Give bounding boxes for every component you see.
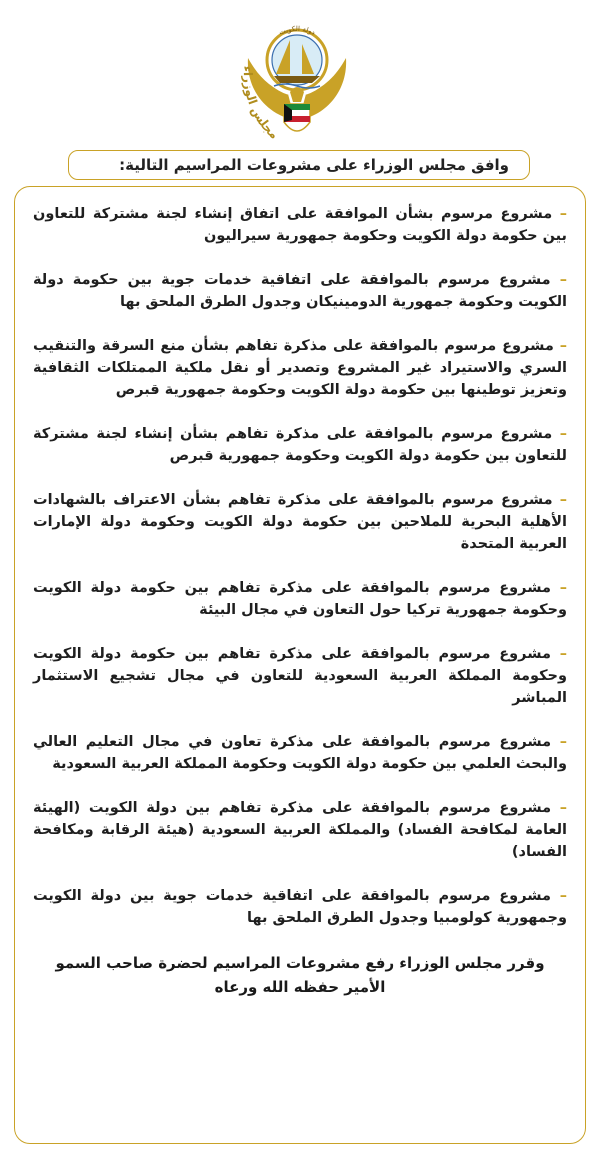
bullet-dash: – (559, 426, 567, 442)
decree-text: مشروع مرسوم بالموافقة على مذكرة تفاهم بشأن منع السرقة والتنقيب السري والاستيراد غير المشروع وتصدير أو نقل ملكية الممتلكات الثقافية وتعزيز توطينها بين حكومة دولة الكويت وحكومة جمهورية قبرص (33, 338, 567, 398)
decree-text: مشروع مرسوم بالموافقة على مذكرة تفاهم بشأن الاعتراف بالشهادات الأهلية البحرية للملاحين بين حكومة دولة الكويت وحكومة دولة الإمارات العربية المتحدة (33, 492, 567, 552)
decree-item (33, 885, 567, 929)
emblem-arc-text: دولة الكويت (277, 24, 317, 37)
bullet-dash: – (559, 580, 567, 596)
closing-line-2: الأمير حفظه الله ورعاه (214, 978, 386, 996)
bullet-dash: – (559, 800, 567, 816)
decree-item (33, 203, 567, 247)
bullet-dash: – (559, 272, 567, 288)
decree-item (33, 731, 567, 775)
bullet-dash: – (559, 888, 567, 904)
decree-text: مشروع مرسوم بالموافقة على مذكرة تفاهم بين دولة الكويت (الهيئة العامة لمكافحة الفساد) والمملكة العربية السعودية (هيئة الرقابة ومكافحة الفساد) (33, 800, 567, 860)
header-box (68, 150, 530, 180)
decree-text: مشروع مرسوم بالموافقة على اتفاقية خدمات جوية بين حكومة دولة الكويت وحكومة جمهورية الدومينيكان وجدول الطرق الملحق بها (33, 272, 567, 310)
kuwait-flag-shield-icon (284, 104, 310, 131)
decree-text: مشروع مرسوم بالموافقة على مذكرة تفاهم بين حكومة دولة الكويت وحكومة المملكة العربية السعودية للتعاون في مجال تشجيع الاستثمار المباشر (33, 646, 567, 706)
decree-item (33, 577, 567, 621)
bullet-dash: – (559, 206, 567, 222)
decree-list (33, 203, 567, 929)
decree-text: مشروع مرسوم بالموافقة على مذكرة تفاهم بشأن إنشاء لجنة مشتركة للتعاون بين حكومة دولة الكويت وحكومة جمهورية قبرص (33, 426, 567, 464)
decree-item (33, 489, 567, 555)
decree-item (33, 423, 567, 467)
decree-text: مشروع مرسوم بالموافقة على اتفاقية خدمات جوية بين دولة الكويت وجمهورية كولومبيا وجدول الطرق الملحق بها (33, 888, 567, 926)
closing-statement (33, 951, 567, 999)
decrees-box (14, 186, 586, 1144)
header-title: وافق مجلس الوزراء على مشروعات المراسيم التالية: (119, 156, 509, 174)
decree-item (33, 643, 567, 709)
decree-text: مشروع مرسوم بالموافقة على مذكرة تفاهم بين حكومة دولة الكويت وحكومة جمهورية تركيا حول التعاون في مجال البيئة (33, 580, 567, 618)
bullet-dash: – (559, 338, 567, 354)
decree-item (33, 269, 567, 313)
bullet-dash: – (559, 734, 567, 750)
bullet-dash: – (559, 492, 567, 508)
decree-item (33, 797, 567, 863)
bullet-dash: – (559, 646, 567, 662)
emblem-side-text: مجلس الوزراء (240, 65, 282, 142)
decree-text: مشروع مرسوم بالموافقة على مذكرة تعاون في مجال التعليم العالي والبحث العلمي بين حكومة دولة الكويت وحكومة المملكة العربية السعودية (33, 734, 567, 772)
decree-text: مشروع مرسوم بشأن الموافقة على اتفاق إنشاء لجنة مشتركة للتعاون بين حكومة دولة الكويت وحكومة جمهورية سيراليون (33, 206, 567, 244)
closing-line-1: وقرر مجلس الوزراء رفع مشروعات المراسيم لحضرة صاحب السمو (55, 954, 545, 972)
kuwait-emblem (232, 10, 362, 150)
decree-item (33, 335, 567, 401)
dhow-hull-icon (274, 76, 320, 83)
